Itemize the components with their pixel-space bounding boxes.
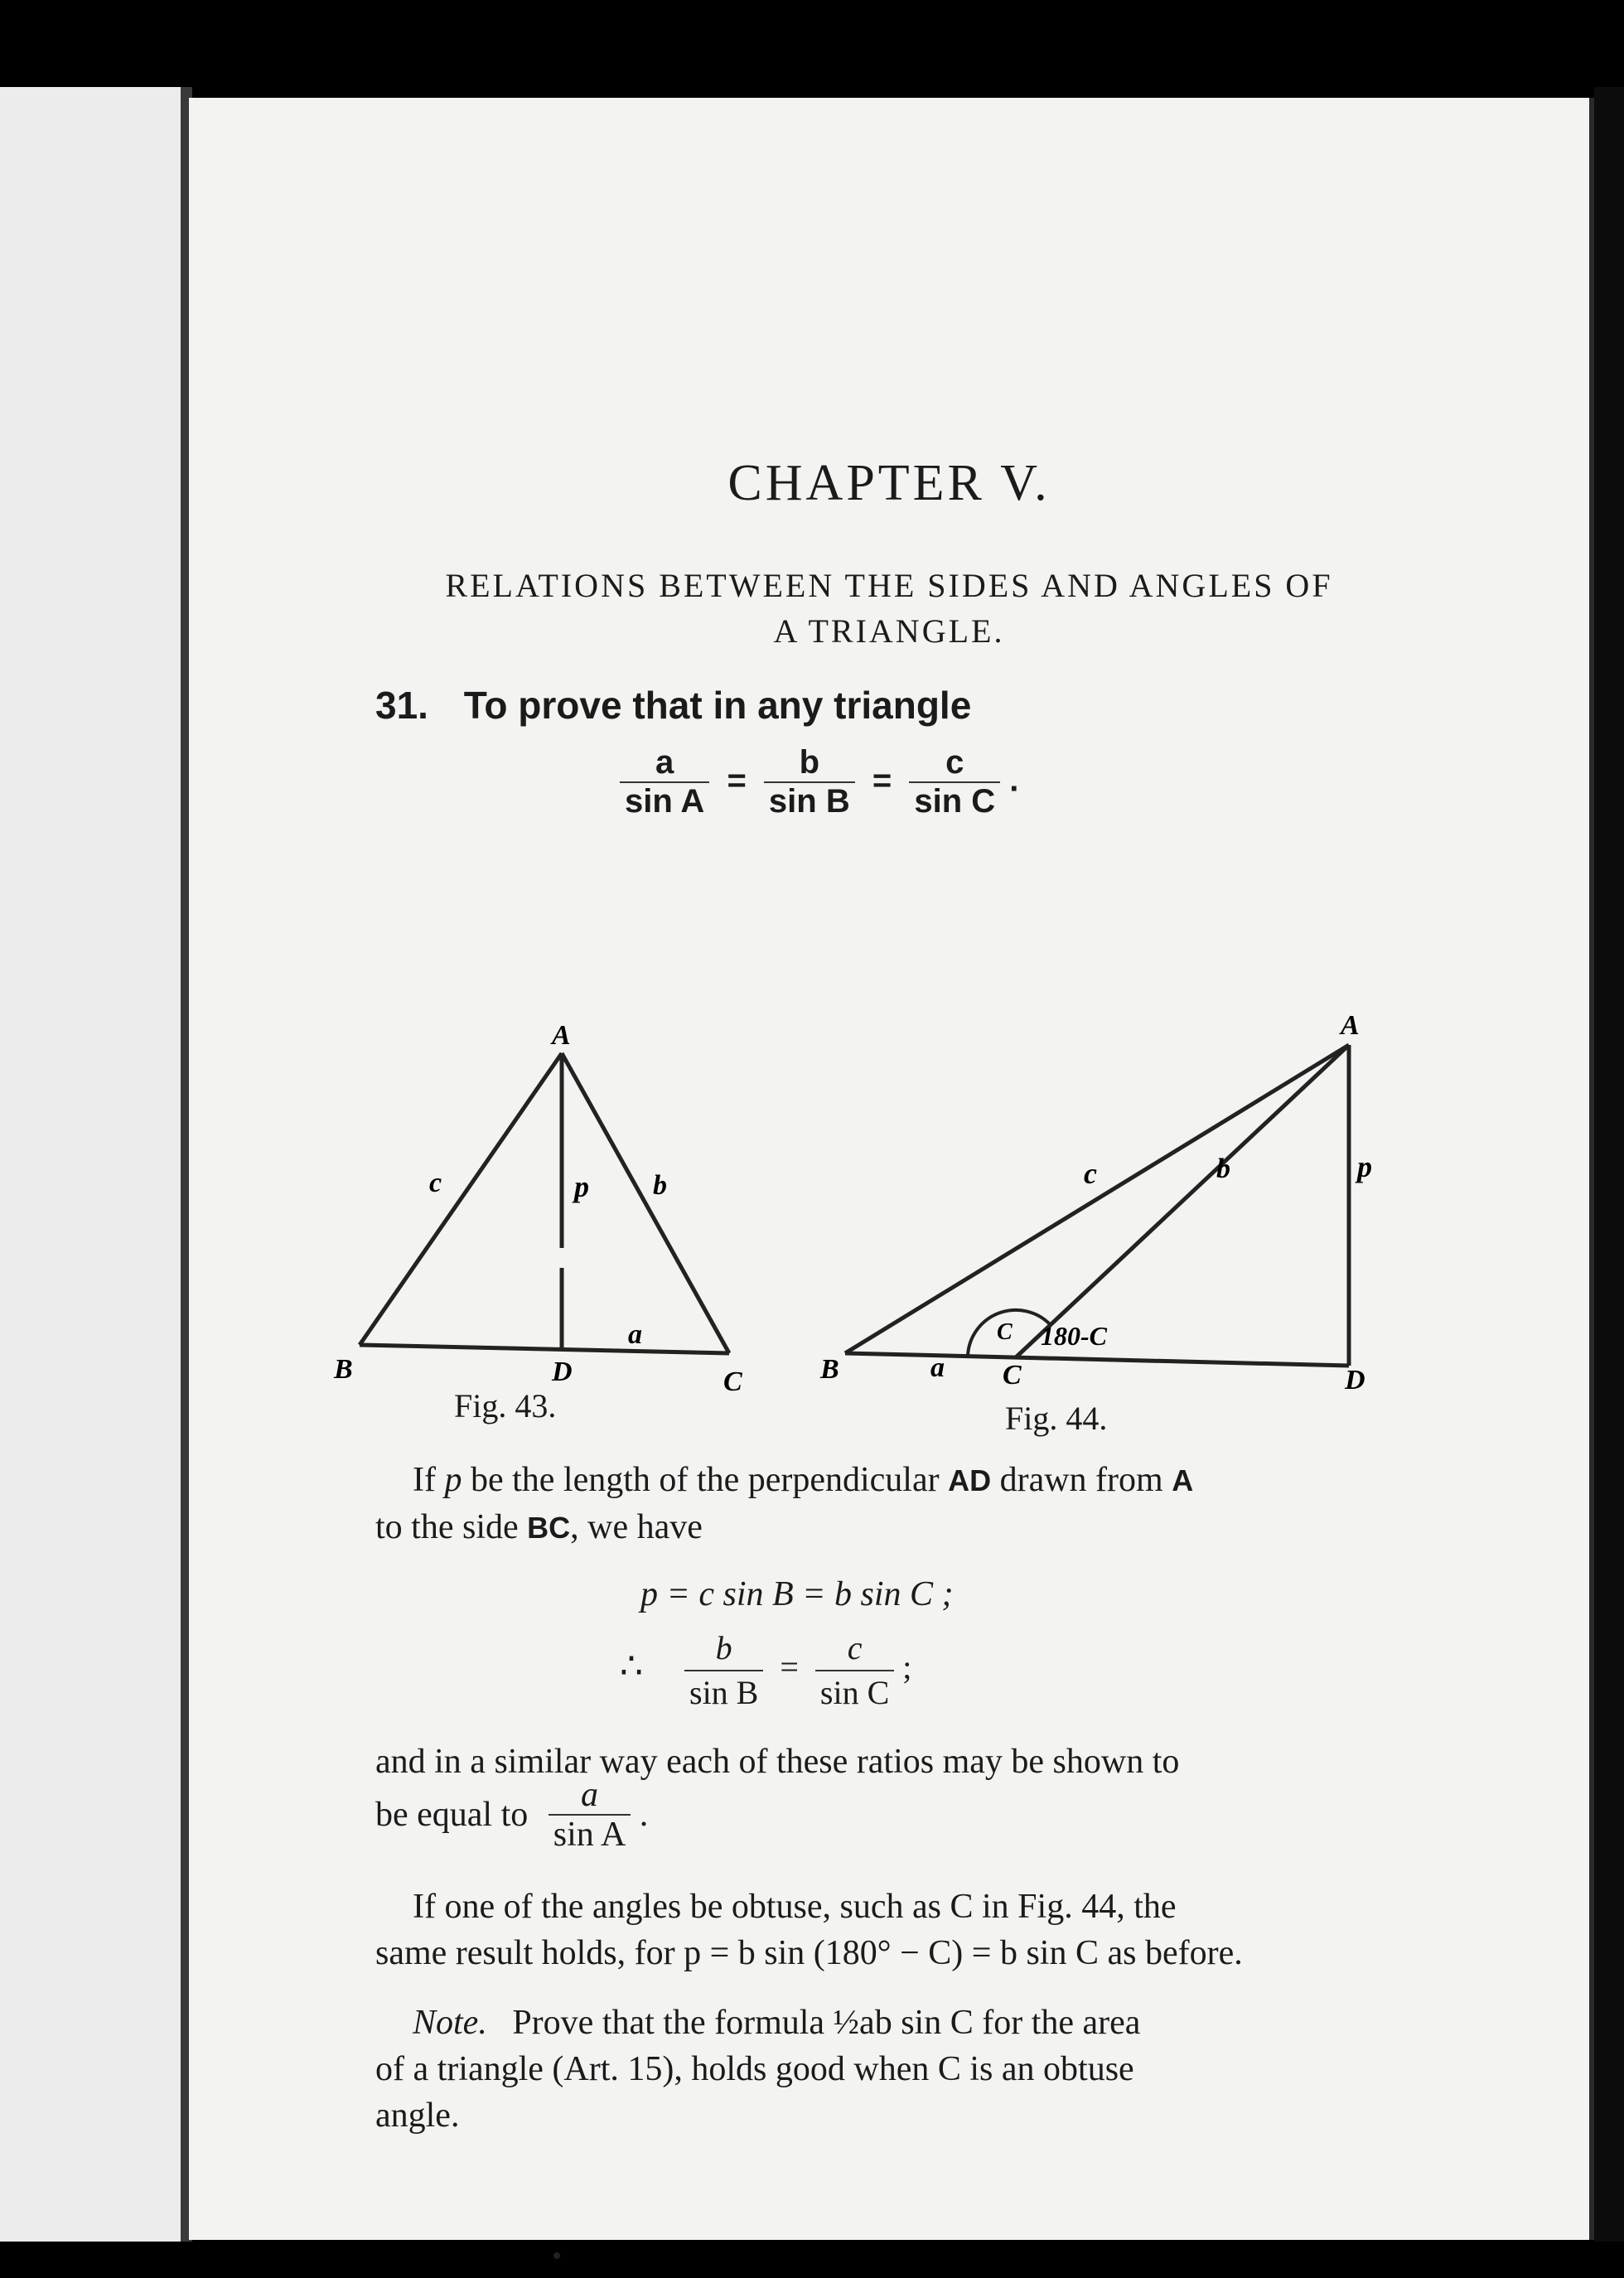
text: be equal to bbox=[375, 1796, 529, 1834]
scan-speck bbox=[553, 2252, 560, 2259]
numerator: b bbox=[684, 1627, 763, 1671]
figure-43-caption: Fig. 43. bbox=[454, 1387, 557, 1424]
vertex-label-A: A bbox=[552, 1026, 571, 1051]
section-title-line-1: RELATIONS BETWEEN THE SIDES AND ANGLES OF bbox=[445, 567, 1333, 604]
fraction-b bbox=[764, 744, 855, 820]
equals-sign: = bbox=[727, 762, 747, 799]
vertex-label-D: D bbox=[552, 1357, 573, 1387]
period: . bbox=[639, 1796, 649, 1834]
side-label-c: c bbox=[429, 1168, 442, 1198]
paragraph-line bbox=[375, 1457, 1552, 1504]
note-label: Note. bbox=[413, 2004, 487, 2042]
denominator: sin B bbox=[689, 1674, 759, 1711]
numerator: c bbox=[909, 744, 1000, 783]
paragraph-line: and in a similar way each of these ratios may be shown to bbox=[375, 1743, 1180, 1781]
paragraph-perpendicular bbox=[375, 1457, 1552, 1551]
side-label-b: b bbox=[1216, 1154, 1230, 1184]
figure-44-diagram bbox=[810, 960, 1531, 1407]
text: to the side bbox=[375, 1508, 519, 1546]
paragraph-line: of a triangle (Art. 15), holds good when C is an obtuse bbox=[375, 2050, 1134, 2088]
paragraph-line bbox=[375, 2000, 1560, 2046]
numerator: b bbox=[764, 744, 855, 783]
vertex-label-A: A bbox=[1341, 1010, 1360, 1041]
denominator: sin A bbox=[553, 1816, 626, 1854]
equals-sign: = bbox=[780, 1648, 799, 1686]
paragraph-line: same result holds, for p = b sin (180° − C) = b sin C as before. bbox=[375, 1934, 1243, 1972]
side-label-b: b bbox=[653, 1170, 667, 1201]
numerator: a bbox=[620, 744, 709, 783]
segment-BC: BC bbox=[527, 1511, 571, 1545]
text: , we have bbox=[570, 1508, 703, 1546]
base-line bbox=[845, 1353, 1349, 1366]
therefore-symbol: ∴ bbox=[620, 1646, 643, 1687]
book-page bbox=[189, 98, 1594, 2240]
main-formula bbox=[620, 744, 1018, 820]
angle-label-C: C bbox=[997, 1319, 1013, 1345]
segment-AD: AD bbox=[948, 1463, 992, 1497]
vertex-label-B: B bbox=[334, 1354, 353, 1385]
paragraph-line: angle. bbox=[375, 2097, 460, 2135]
side-label-c: c bbox=[1084, 1157, 1097, 1190]
note-paragraph bbox=[375, 2000, 1560, 2139]
left-page-edge bbox=[0, 87, 192, 2242]
semicolon: ; bbox=[902, 1648, 912, 1686]
scan-border bbox=[1594, 87, 1624, 2242]
vertex-label-B: B bbox=[820, 1354, 839, 1385]
side-b-line bbox=[1016, 1045, 1349, 1357]
denominator: sin C bbox=[914, 783, 996, 820]
article-number: 31. bbox=[375, 684, 428, 727]
angle-label-180-C: 180-C bbox=[1041, 1321, 1107, 1351]
text: If bbox=[413, 1461, 436, 1499]
side-label-p: p bbox=[1357, 1150, 1372, 1183]
fraction-b-sinB bbox=[684, 1627, 763, 1715]
chapter-title: CHAPTER V. bbox=[727, 455, 1051, 511]
article-heading-text: To prove that in any triangle bbox=[463, 684, 972, 727]
vertex-label-C: C bbox=[723, 1366, 742, 1397]
text: be the length of the perpendicular bbox=[470, 1461, 940, 1499]
side-c-line bbox=[845, 1045, 1349, 1353]
fraction-c bbox=[909, 744, 1000, 820]
side-label-p: p bbox=[574, 1170, 589, 1203]
figure-44-caption: Fig. 44. bbox=[1005, 1400, 1108, 1437]
fraction-a bbox=[620, 744, 709, 820]
denominator: sin B bbox=[768, 783, 850, 820]
side-label-a: a bbox=[930, 1352, 945, 1383]
paragraph-obtuse bbox=[375, 1884, 1560, 1976]
fraction-c-sinC bbox=[815, 1627, 894, 1715]
formula-end-dot: . bbox=[1009, 762, 1019, 799]
paragraph-line: If one of the angles be obtuse, such as C in Fig. 44, the bbox=[413, 1888, 1177, 1926]
side-b-line bbox=[562, 1053, 729, 1353]
section-title-line-2: A TRIANGLE. bbox=[773, 612, 1005, 650]
paragraph-equal-to bbox=[375, 1776, 648, 1854]
fraction-a-sinA bbox=[549, 1776, 631, 1854]
side-a-line bbox=[360, 1345, 729, 1353]
denominator: sin A bbox=[625, 783, 705, 820]
numerator: a bbox=[549, 1776, 631, 1816]
equation-p: p = c sin B = b sin C ; bbox=[640, 1575, 954, 1613]
side-c-line bbox=[360, 1053, 562, 1345]
point-A: A bbox=[1172, 1463, 1194, 1497]
variable-p: p bbox=[444, 1461, 462, 1499]
article-heading bbox=[375, 683, 971, 728]
side-label-a: a bbox=[628, 1319, 642, 1350]
text: drawn from bbox=[999, 1461, 1163, 1499]
text: Prove that the formula ½ab sin C for the area bbox=[512, 2004, 1141, 2042]
vertex-label-C: C bbox=[1003, 1360, 1022, 1390]
equals-sign: = bbox=[872, 762, 892, 799]
paragraph-line bbox=[375, 1504, 1552, 1551]
equation-ratio bbox=[620, 1627, 911, 1715]
vertex-label-D: D bbox=[1345, 1365, 1365, 1395]
numerator: c bbox=[815, 1627, 894, 1671]
denominator: sin C bbox=[819, 1674, 890, 1711]
